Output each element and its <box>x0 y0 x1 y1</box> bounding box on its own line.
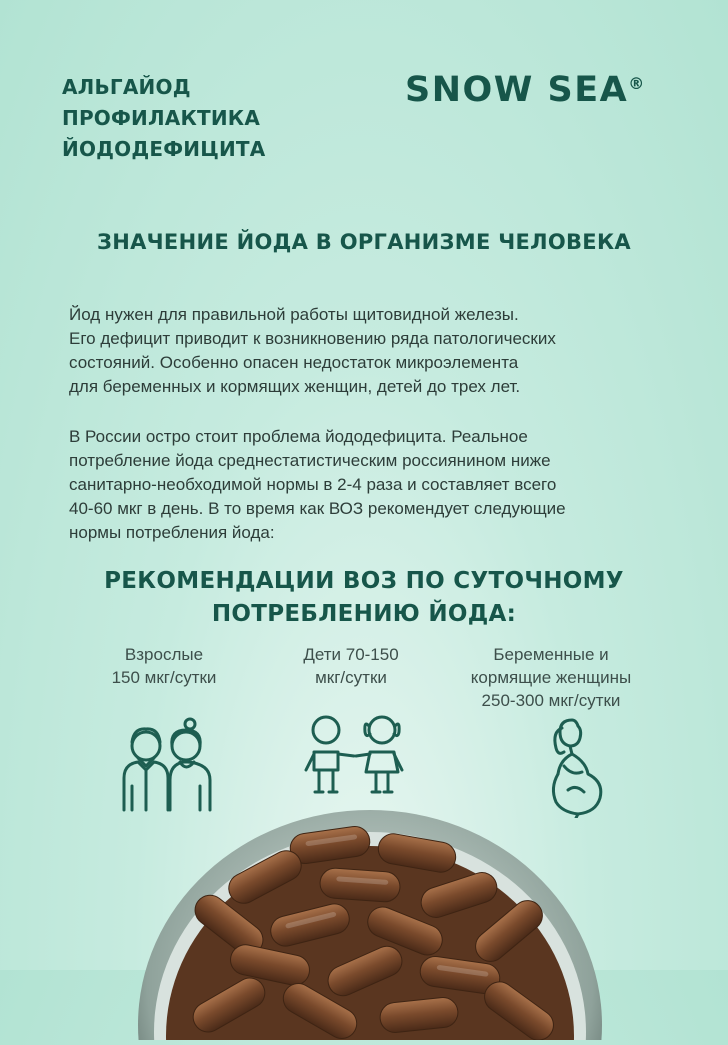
paragraph-line: В России остро стоит проблема йододефицита. Реальное <box>69 427 528 446</box>
capsule-bowl-image <box>130 800 610 1040</box>
product-title-line-3: ЙОДОДЕФИЦИТА <box>62 137 266 161</box>
paragraph-line: 40-60 мкг в день. В то время как ВОЗ рекомендует следующие <box>69 499 566 518</box>
paragraph-line: для беременных и кормящих женщин, детей до трех лет. <box>69 377 521 396</box>
iodine-importance-paragraph <box>69 303 689 399</box>
brand-logo <box>405 70 644 110</box>
children-icon <box>302 712 408 796</box>
paragraph-line: потребление йода среднестатистическим россиянином ниже <box>69 451 551 470</box>
adults-dosage <box>64 643 264 689</box>
registered-mark: ® <box>628 74 645 93</box>
paragraph-line: Йод нужен для правильной работы щитовидной железы. <box>69 305 519 324</box>
dosage-line: Взрослые <box>124 645 204 664</box>
paragraph-line: нормы потребления йода: <box>69 523 275 542</box>
pregnant-dosage <box>446 643 656 712</box>
product-title <box>62 72 265 165</box>
dosage-line: 250-300 мкг/сутки <box>481 691 621 710</box>
product-title-line-2: ПРОФИЛАКТИКА <box>62 106 261 130</box>
paragraph-line: Его дефицит приводит к возникновению ряда патологических <box>69 329 556 348</box>
recommendations-title-line-1: РЕКОМЕНДАЦИИ ВОЗ ПО СУТОЧНОМУ <box>104 568 624 594</box>
adults-icon <box>118 716 216 812</box>
russia-deficiency-paragraph <box>69 425 689 545</box>
dosage-line: Беременные и <box>493 645 609 664</box>
paragraph-line: состояний. Особенно опасен недостаток микроэлемента <box>69 353 519 372</box>
recommendations-title <box>0 565 728 631</box>
paragraph-line: санитарно-необходимой нормы в 2-4 раза и составляет всего <box>69 475 557 494</box>
children-dosage <box>256 643 446 689</box>
dosage-line: кормящие женщины <box>470 668 632 687</box>
brand-name: SNOW SEA <box>405 70 629 110</box>
recommendations-title-line-2: ПОТРЕБЛЕНИЮ ЙОДА: <box>211 601 517 627</box>
dosage-line: 150 мкг/сутки <box>111 668 217 687</box>
section-title: ЗНАЧЕНИЕ ЙОДА В ОРГАНИЗМЕ ЧЕЛОВЕКА <box>97 230 631 254</box>
product-title-line-1: АЛЬГАЙОД <box>62 75 191 99</box>
dosage-line: мкг/сутки <box>315 668 387 687</box>
dosage-line: Дети 70-150 <box>303 645 399 664</box>
